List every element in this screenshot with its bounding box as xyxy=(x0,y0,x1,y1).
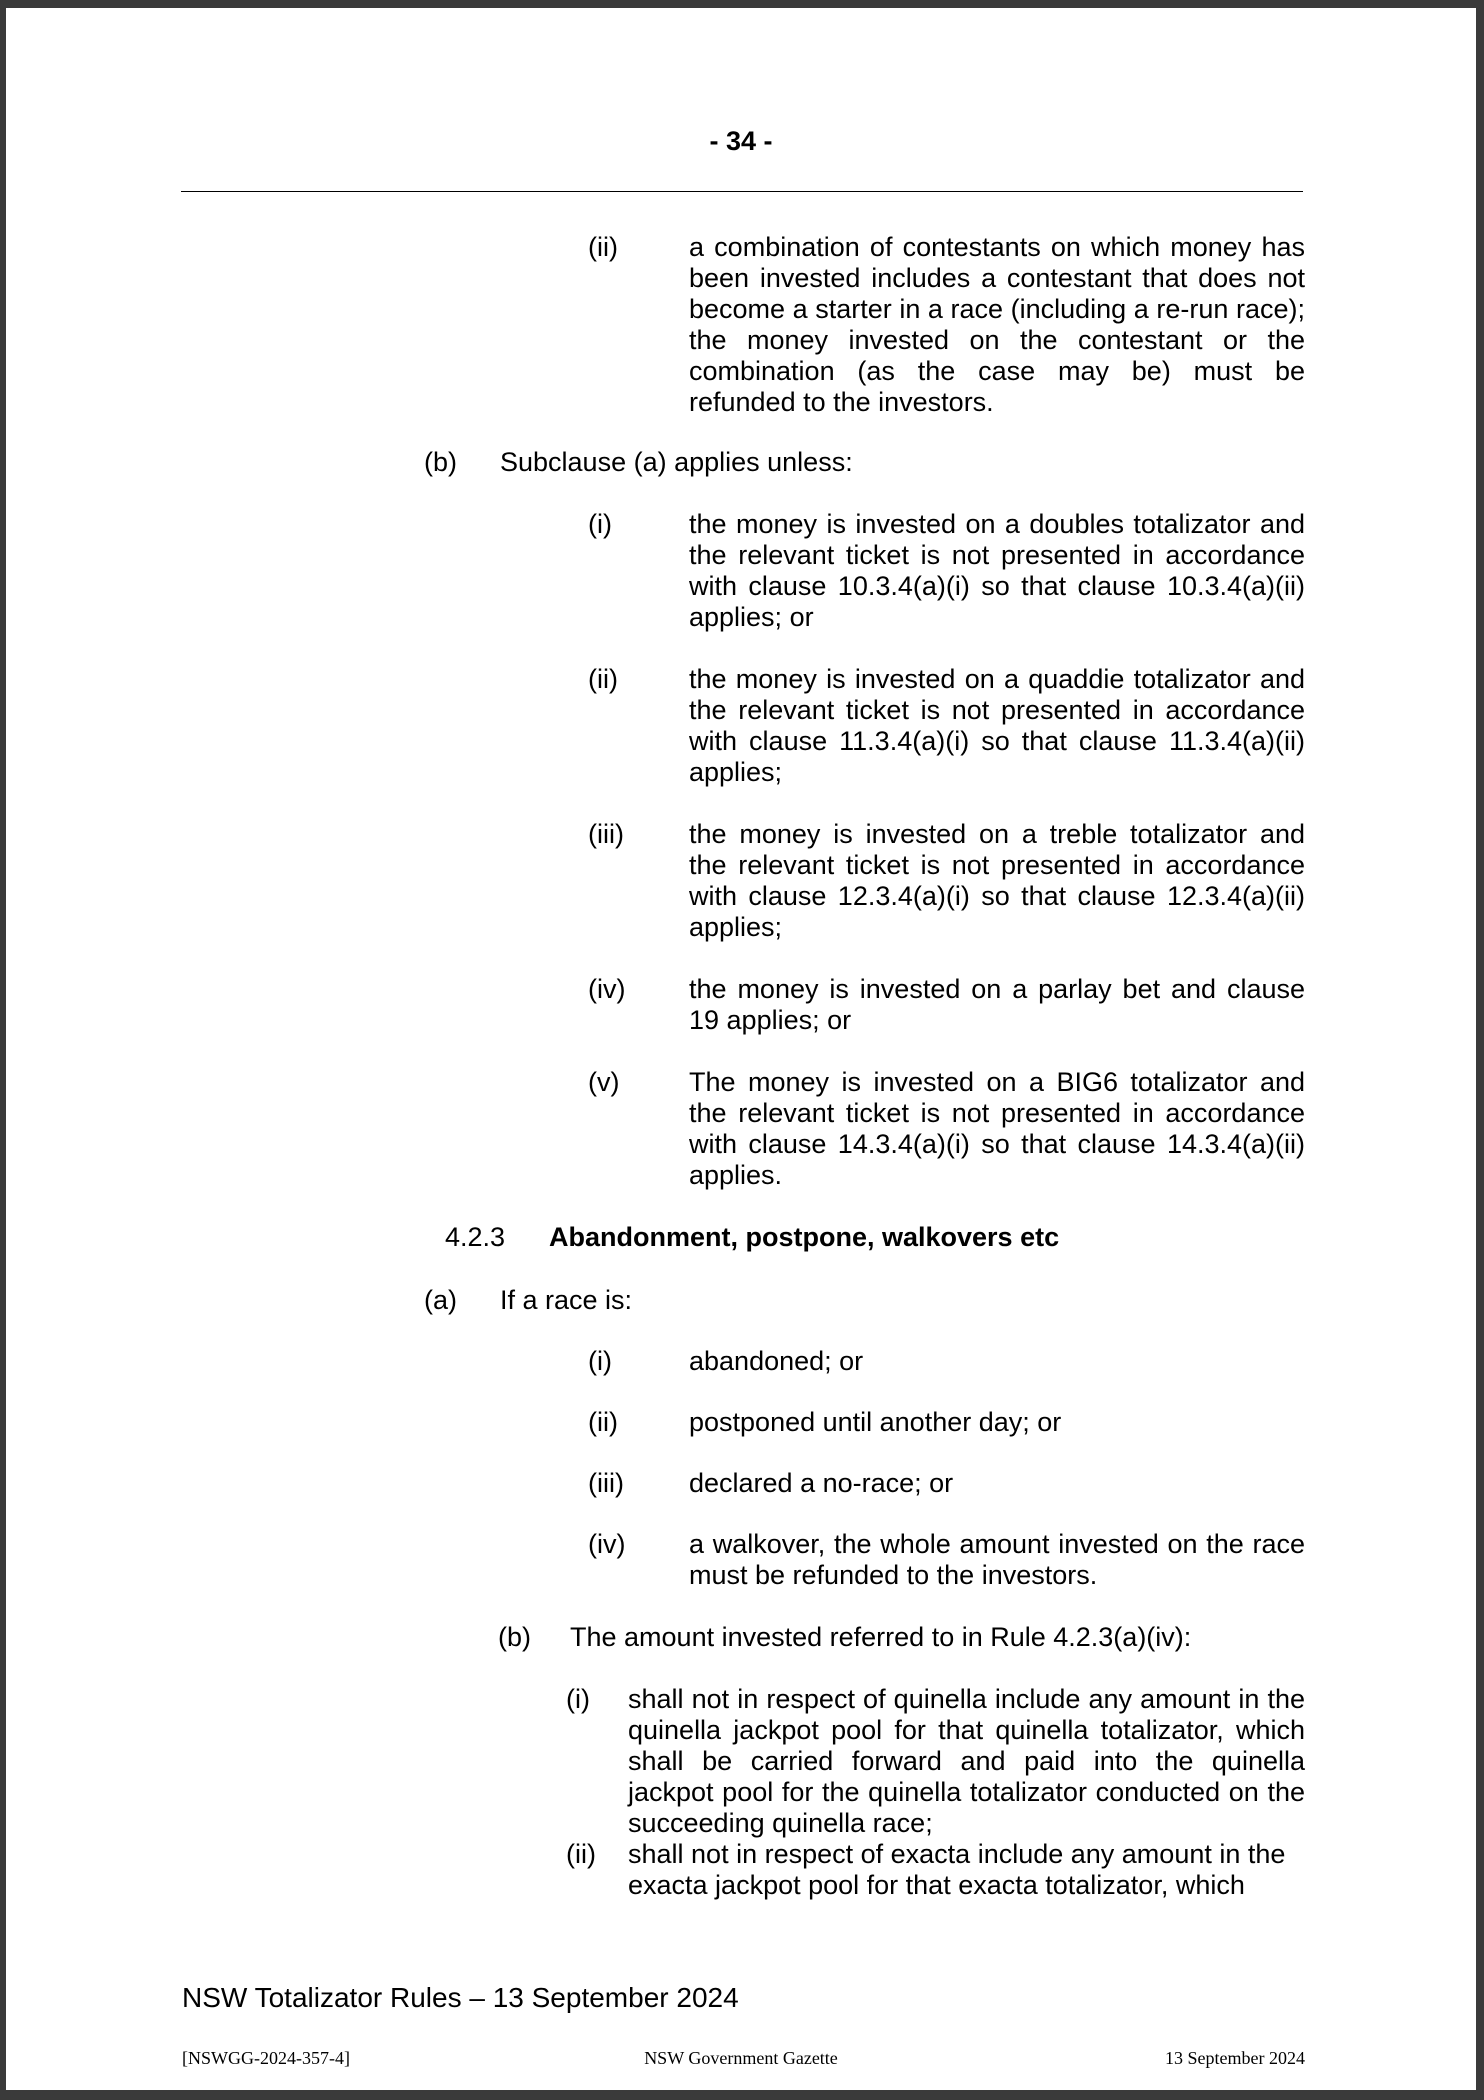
item-text: shall not in respect of exacta include any amount in the exacta jackpot pool for that exacta totalizator, which xyxy=(628,1839,1286,1900)
item-text: shall not in respect of quinella include any amount in the quinella jackpot pool for that quinella totalizator, which shall be carried forward and paid into the quinella jackpot pool for the quinella totalizator conducted on the succeeding quinella race; xyxy=(628,1684,1305,1838)
clause-label: (b) xyxy=(424,447,457,477)
item-label: (ii) xyxy=(588,1407,618,1437)
gazette-name: NSW Government Gazette xyxy=(644,2048,838,2068)
item-label: (ii) xyxy=(588,664,618,694)
rules-footer-title: NSW Totalizator Rules – 13 September 2024 xyxy=(182,1982,739,2013)
clause-text: The amount invested referred to in Rule 4.2.3(a)(iv): xyxy=(570,1622,1192,1652)
item-text: the money is invested on a quaddie totalizator and the relevant ticket is not presented in accordance with clause 11.3.4(a)(i) so that clause 11.3.4(a)(ii) applies; xyxy=(689,664,1305,787)
item-text: postponed until another day; or xyxy=(689,1407,1062,1437)
item-text: The money is invested on a BIG6 totalizator and the relevant ticket is not presented in accordance with clause 14.3.4(a)(i) so that clause 14.3.4(a)(ii) applies. xyxy=(689,1067,1305,1190)
item-label: (i) xyxy=(588,509,612,539)
item-label: (iv) xyxy=(588,1529,626,1559)
clause-text: If a race is: xyxy=(500,1285,633,1315)
item-label: (iii) xyxy=(588,1468,624,1498)
clause-text: Subclause (a) applies unless: xyxy=(500,447,853,477)
page-number: - 34 - xyxy=(709,126,773,156)
section-title: Abandonment, postpone, walkovers etc xyxy=(549,1222,1060,1252)
item-label: (i) xyxy=(588,1346,612,1376)
item-label: (v) xyxy=(588,1067,620,1097)
item-text: the money is invested on a parlay bet and clause 19 applies; or xyxy=(689,974,1305,1035)
item-label: (iv) xyxy=(588,974,626,1004)
item-text: a walkover, the whole amount invested on the race must be refunded to the investors. xyxy=(689,1529,1305,1590)
clause-label: (a) xyxy=(424,1285,457,1315)
item-label: (ii) xyxy=(588,232,618,262)
document-page xyxy=(6,8,1476,2090)
gazette-reference: [NSWGG-2024-357-4] xyxy=(182,2048,350,2068)
item-label: (ii) xyxy=(566,1839,596,1869)
item-label: (i) xyxy=(566,1684,590,1714)
item-text: the money is invested on a treble totalizator and the relevant ticket is not presented in accordance with clause 12.3.4(a)(i) so that clause 12.3.4(a)(ii) applies; xyxy=(689,819,1305,942)
item-text: a combination of contestants on which money has been invested includes a contestant that does not become a starter in a race (including a re-run race); the money invested on the contestant or the combination (as the case may be) must be refunded to the investors. xyxy=(689,232,1305,417)
gazette-date: 13 September 2024 xyxy=(1165,2048,1305,2068)
header-rule xyxy=(181,191,1303,192)
item-label: (iii) xyxy=(588,819,624,849)
item-text: the money is invested on a doubles totalizator and the relevant ticket is not presented in accordance with clause 10.3.4(a)(i) so that clause 10.3.4(a)(ii) applies; or xyxy=(689,509,1305,632)
item-text: declared a no-race; or xyxy=(689,1468,954,1498)
section-number: 4.2.3 xyxy=(445,1222,506,1252)
clause-label: (b) xyxy=(498,1622,531,1652)
item-text: abandoned; or xyxy=(689,1346,864,1376)
